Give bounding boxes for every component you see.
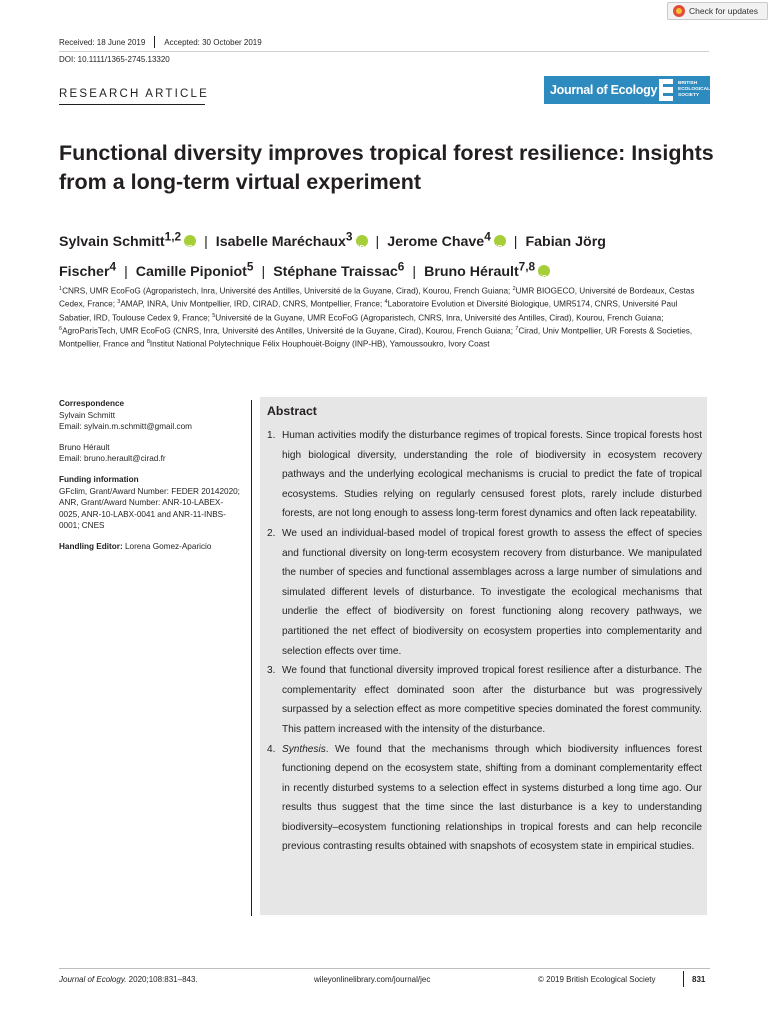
correspondence-heading: Correspondence — [59, 399, 125, 408]
affiliation-text: UMR BIOGECO, Université de Bordeaux, Cestas Cedex, France; — [59, 286, 695, 310]
dates-separator — [154, 36, 155, 48]
correspondence-name: Bruno Hérault — [59, 442, 110, 452]
abstract-item: 1. Human activities modify the disturbance regimes of tropical forests. Since tropical forests host high biological diversity, understanding the role of biodiversity in ecosystem recovery pathways and the underlying ecological mechanisms is crucial to predict the fate of tropical ecosystems. Studies relying on regularly censused forest plots, rarely include disturbed forests, are not long enough to assess long-term forest dynamics and often lack repeatability. — [267, 430, 702, 520]
author-name: Fabian Jörg Fischer$^4$ — [59, 233, 606, 281]
article-type-underline — [59, 104, 205, 105]
author-name: Camille Piponiot$^5$ — [135, 259, 254, 281]
society-mark-icon — [659, 79, 673, 101]
check-for-updates-label: Check for updates — [689, 6, 758, 16]
author-separator: | — [204, 233, 208, 250]
funding-text: GFclim, Grant/Award Number: FEDER 20142020; ANR, Grant/Award Number: ANR-10-LABEX-0025, ANR-10-LABX-0041 and ANR-11-INBS-0001; CNES — [59, 486, 240, 531]
column-divider — [251, 400, 252, 916]
funding-heading: Funding information — [59, 474, 139, 484]
page-number: 831 — [692, 975, 706, 984]
orcid-icon[interactable] — [538, 265, 550, 277]
orcid-icon[interactable] — [184, 235, 196, 247]
footer-separator — [683, 971, 684, 987]
author-separator: | — [513, 233, 518, 250]
abstract-list — [265, 426, 702, 857]
society-logo-text: BRITISH ECOLOGICAL SOCIETY — [678, 81, 710, 98]
affiliation-text: Laboratoire Evolution et Diversité Biologique, UMR5174, CNRS, Université Paul Sabatier, IRD, Toulouse Cedex 9, France; — [59, 300, 678, 323]
affiliation-text: CNRS, UMR EcoFoG (Agroparistech, Inra, Université des Antilles, Université de la Guyane, Cirad), Kourou, French Guiana; — [62, 286, 513, 296]
affiliation-text: AMAP, INRA, Univ Montpellier, IRD, CIRAD, CNRS, Montpellier, France; — [120, 300, 385, 310]
received-date: Received: 18 June 2019 — [59, 37, 146, 47]
journal-logo-text: Journal of Ecology — [550, 83, 658, 97]
author-separator: | — [412, 264, 417, 281]
dates-row — [59, 36, 262, 48]
author-list — [59, 224, 719, 285]
header-rule — [59, 51, 709, 52]
author-separator: | — [375, 233, 380, 250]
footer-copyright: © 2019 British Ecological Society — [538, 975, 656, 984]
orcid-icon[interactable] — [494, 235, 506, 247]
crossmark-icon — [673, 5, 685, 17]
author-separator: | — [124, 264, 128, 281]
author-name: Jerome Chave$^4$iD — [387, 234, 506, 250]
author-name: Isabelle Maréchaux$^3$iD — [216, 234, 368, 250]
journal-logo — [544, 76, 710, 104]
article-info-sidebar — [59, 398, 241, 553]
affiliations: $^1$CNRS, UMR EcoFoG (Agroparistech, Inra, Université des Antilles, Université de la Guyane, Cirad), Kourou, French Guiana; $^2$UMR BIOGECO, Université de Bordeaux, Cestas Cedex, France; $^3$AMAP, INRA, Univ Montpellier, IRD, CIRAD, CNRS, Montpellier, France; $^4$Laboratoire Evolution et Diversité Biologique, UMR5174, CNRS, Université Paul Sabatier, IRD, Toulouse Cedex 9, France; $^5$Université de la Guyane, UMR EcoFoG (Agroparistech, CNRS, Inra, Université des Antilles, Cirad), Kourou, French Guiana; $^6$AgroParisTech, UMR EcoFoG (CNRS, Inra, Université des Antilles, Université de la Guyane, Cirad), Kourou, French Guiana; $^7$Cirad, Univ Montpellier, UR Forests & Societies, Montpellier, France and $^8$Institut National Polytechnique Félix Houphouët-Boigny (INP-HB), Yamoussoukro, Ivory Coast — [59, 286, 695, 350]
accepted-date: Accepted: 30 October 2019 — [164, 37, 262, 47]
author-name: Stéphane Traissac$^6$ — [273, 259, 405, 281]
footer-url[interactable]: wileyonlinelibrary.com/journal/jec — [314, 975, 431, 984]
affiliation-text: AgroParisTech, UMR EcoFoG (CNRS, Inra, Université des Antilles, Université de la Guyane, Cirad), Kourou, French Guiana; — [62, 326, 516, 336]
footer-rule — [59, 968, 710, 969]
abstract-item: 2. We used an individual-based model of tropical forest growth to assess the effect of species and functional diversity on long-term ecosystem recovery from disturbance. We manipulated the number of species and functional assemblages across a large number of simulations and simulated different levels of disturbance. To investigate the ecological mechanisms that underlie the effect of biodiversity on forest functioning along recovery pathways, we partitioned the net effect of biodiversity on ecosystem properties into complementarity and selection effects over time. — [267, 527, 702, 657]
article-title: Functional diversity improves tropical forest resilience: Insights from a long-term virtual experiment — [59, 141, 714, 194]
abstract-item: 3. We found that functional diversity improved tropical forest resilience after a disturbance. The complementarity effect dominated soon after the disturbance but was progressively surpassed by a selection effect as more competitive species dominated the forest community. This pattern increased with the intensity of the disturbance. — [267, 665, 702, 735]
orcid-icon[interactable] — [356, 235, 368, 247]
footer-citation: Journal of Ecology. 2020;108:831–843. — [59, 975, 198, 984]
doi[interactable]: DOI: 10.1111/1365-2745.13320 — [59, 55, 170, 64]
abstract-item: 4. Synthesis. We found that the mechanisms through which biodiversity influences forest functioning depend on the ecosystem state, shifting from a dominant complementarity effect in recently disturbed systems to a selection effect in systems disturbed a long time ago. Our results thus suggest that the time since the last disturbance is a key to understanding biodiversity–ecosystem functioning relationships in tropical forests and can help reconcile previous contrasting results obtained with snapshots of ecosystem state in empirical studies. — [267, 743, 702, 853]
handling-editor: Handling Editor: Lorena Gomez-Aparicio — [59, 541, 212, 551]
affiliation-text: Institut National Polytechnique Félix Houphouët-Boigny (INP-HB), Yamoussoukro, Ivory Coast — [149, 340, 490, 350]
author-separator: | — [261, 264, 266, 281]
correspondence-name: Sylvain Schmitt — [59, 410, 115, 420]
correspondence-email[interactable]: Email: sylvain.m.schmitt@gmail.com — [59, 422, 192, 432]
correspondence-email[interactable]: Email: bruno.herault@cirad.fr — [59, 454, 166, 464]
author-name: Sylvain Schmitt$^{1,2}$iD — [59, 234, 196, 250]
abstract-heading: Abstract — [267, 404, 317, 418]
author-name: Bruno Hérault$^{7,8}$iD — [424, 264, 550, 280]
article-type: RESEARCH ARTICLE — [59, 88, 210, 100]
check-for-updates-button[interactable] — [667, 2, 768, 20]
affiliation-text: Cirad, Univ Montpellier, UR Forests & Societies, Montpellier, France and — [59, 326, 693, 350]
affiliation-text: Université de la Guyane, UMR EcoFoG (Agroparistech, CNRS, Inra, Université des Antilles, Cirad), Kourou, French Guiana; — [215, 313, 664, 323]
